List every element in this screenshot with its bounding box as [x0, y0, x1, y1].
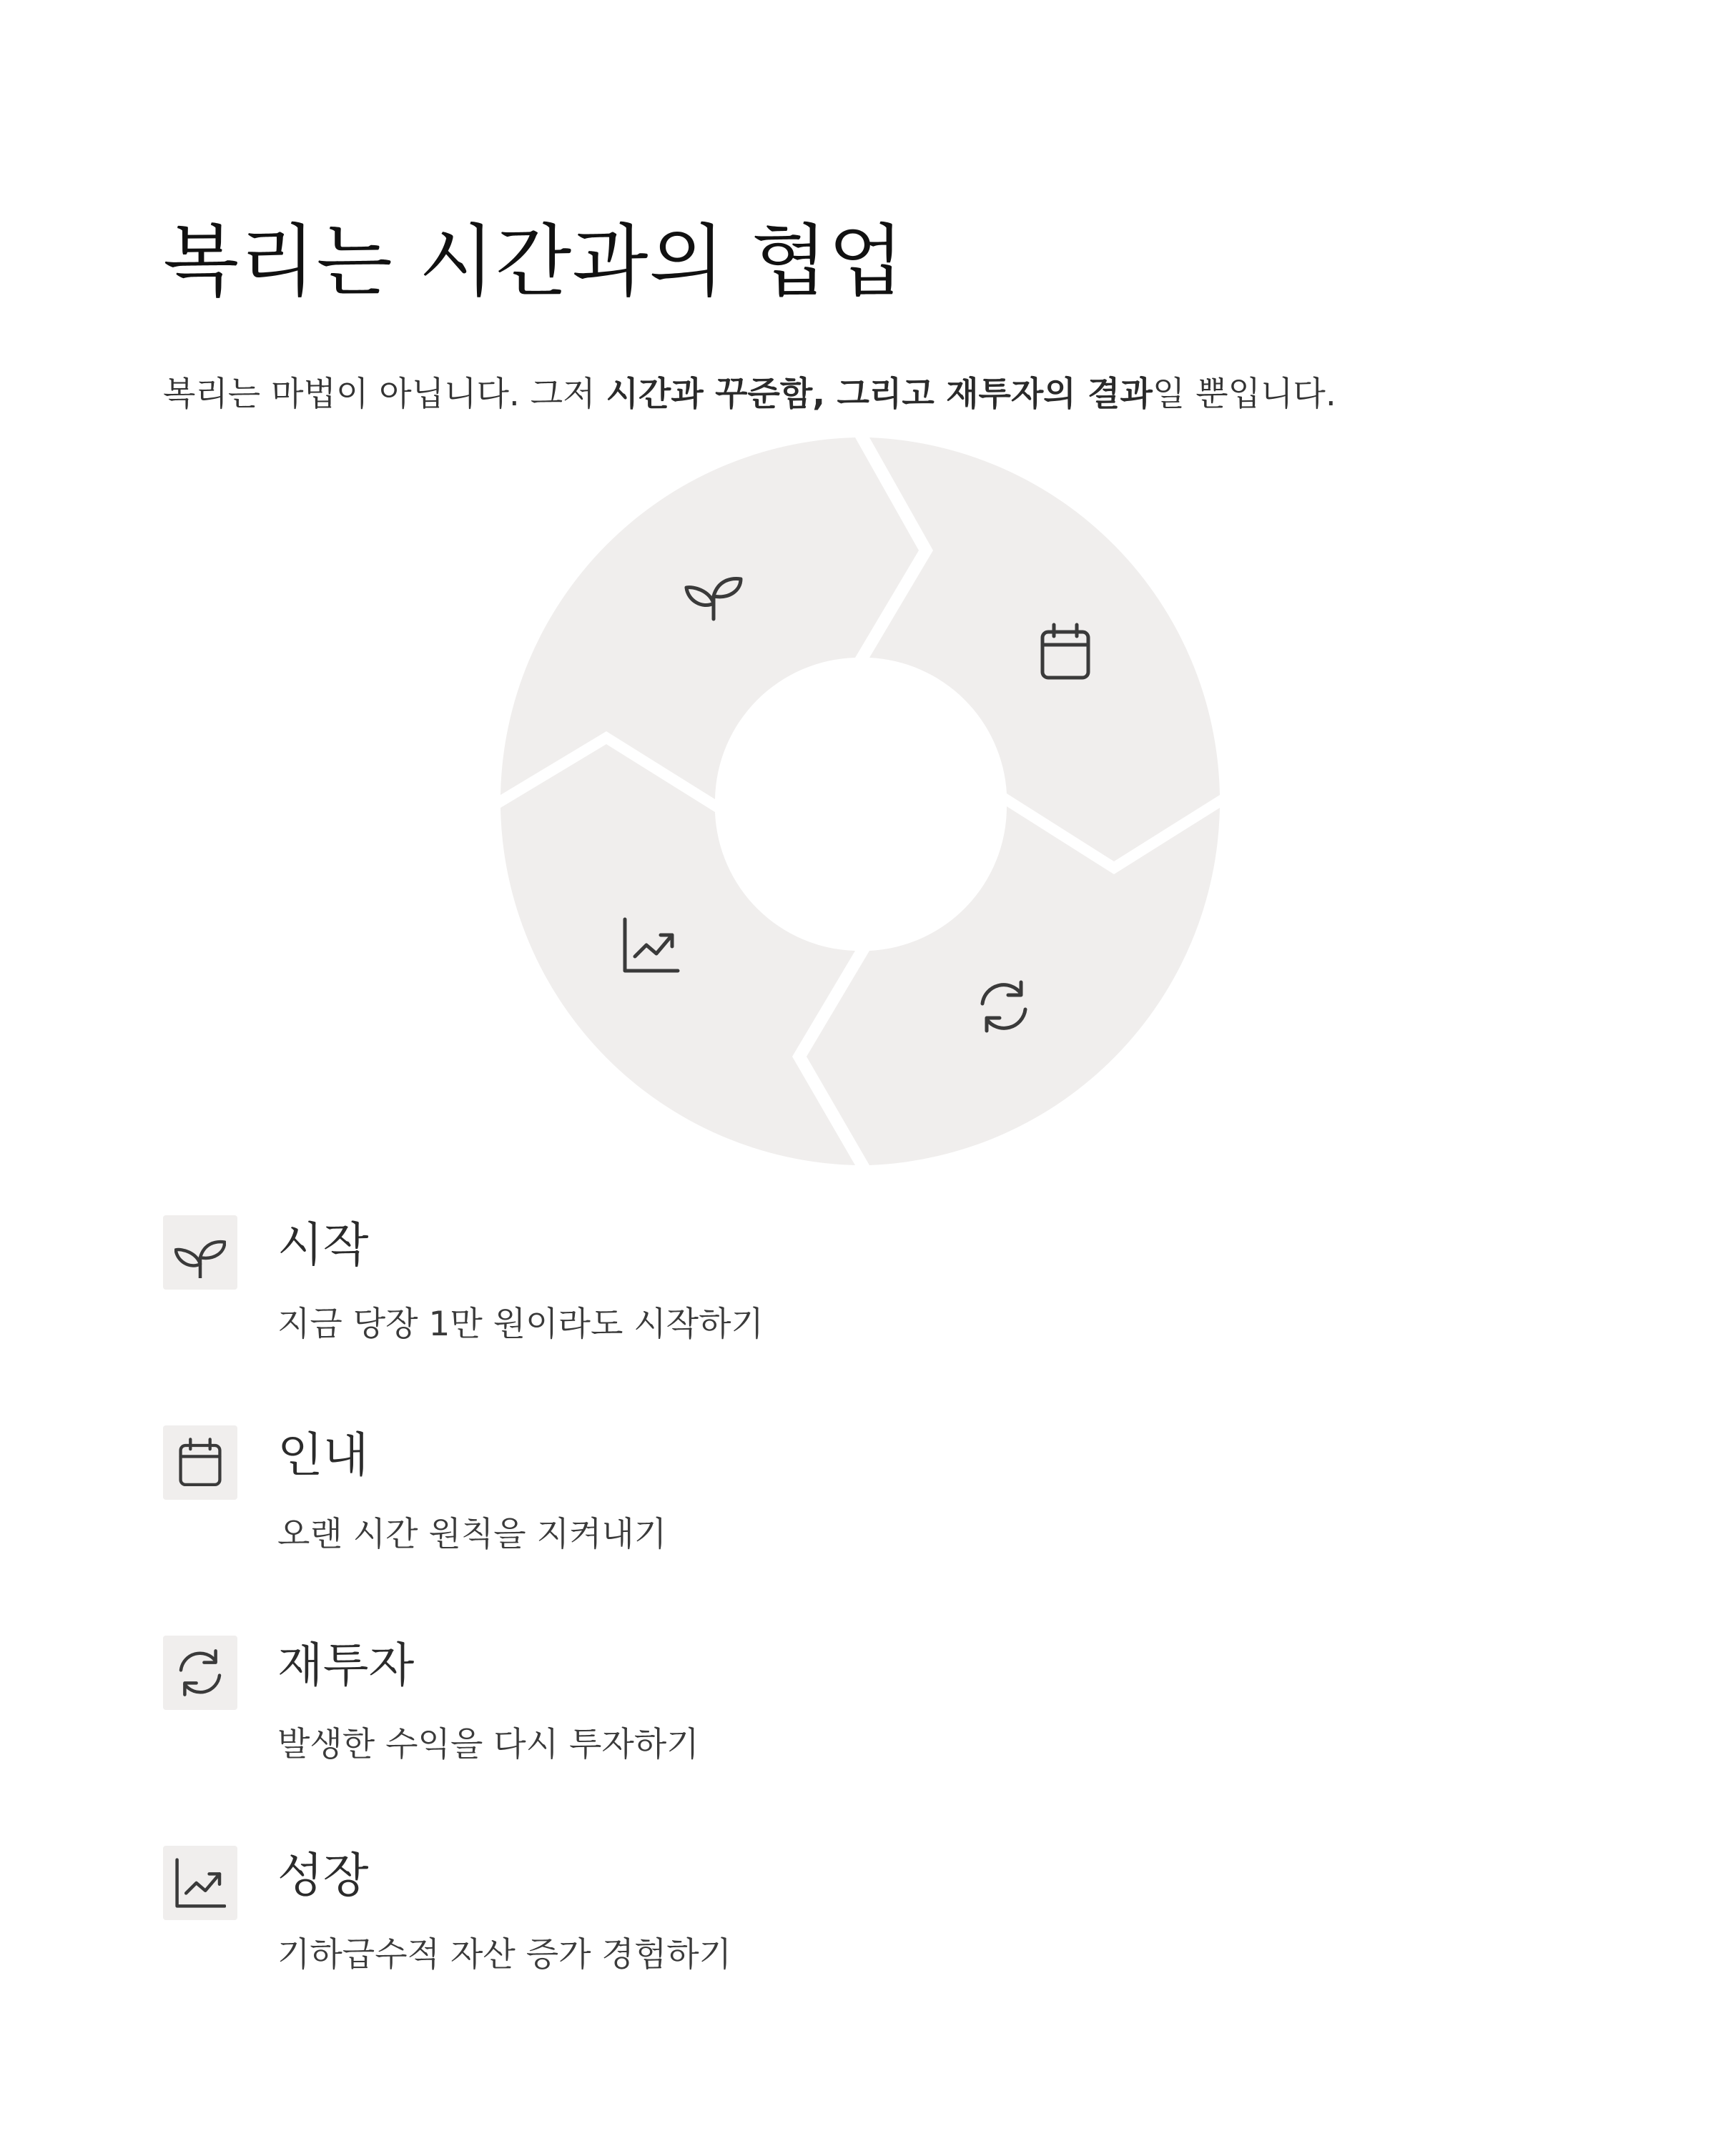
cycle-segment-patience — [869, 437, 1220, 861]
page-title: 복리는 시간과의 협업 — [163, 215, 905, 307]
step-list — [163, 1215, 1522, 2056]
cycle-segment-start — [500, 437, 919, 799]
step-icon-box — [163, 1846, 237, 1920]
step-item-reinvest — [163, 1636, 1522, 1846]
cycle-segments — [500, 437, 1220, 1165]
step-title: 재투자 — [277, 1638, 415, 1693]
step-icon-box — [163, 1425, 237, 1500]
calendar-icon — [174, 1437, 226, 1488]
step-description: 오랜 시간 원칙을 지켜내기 — [277, 1515, 667, 1554]
cycle-segment-growth — [500, 744, 855, 1165]
step-title: 성장 — [277, 1848, 369, 1903]
sprout-icon — [174, 1227, 226, 1278]
step-description: 기하급수적 자산 증가 경험하기 — [277, 1935, 732, 1974]
refresh-icon — [174, 1647, 226, 1698]
step-description: 지금 당장 1만 원이라도 시작하기 — [277, 1305, 764, 1344]
step-icon-box — [163, 1215, 237, 1290]
step-title: 인내 — [277, 1428, 369, 1483]
intro-text-end: 일 뿐입니다. — [1152, 375, 1336, 414]
step-icon-box — [163, 1636, 237, 1710]
trending-chart-icon — [174, 1857, 226, 1909]
intro-text-bold: 시간과 꾸준함, 그리고 재투자의 결과 — [606, 375, 1153, 414]
intro-text-plain: 복리는 마법이 아닙니다. 그저 — [163, 375, 606, 414]
step-item-start — [163, 1215, 1522, 1425]
step-description: 발생한 수익을 다시 투자하기 — [277, 1725, 699, 1764]
step-item-growth — [163, 1846, 1522, 2056]
step-item-patience — [163, 1425, 1522, 1636]
step-title: 시작 — [277, 1217, 369, 1272]
